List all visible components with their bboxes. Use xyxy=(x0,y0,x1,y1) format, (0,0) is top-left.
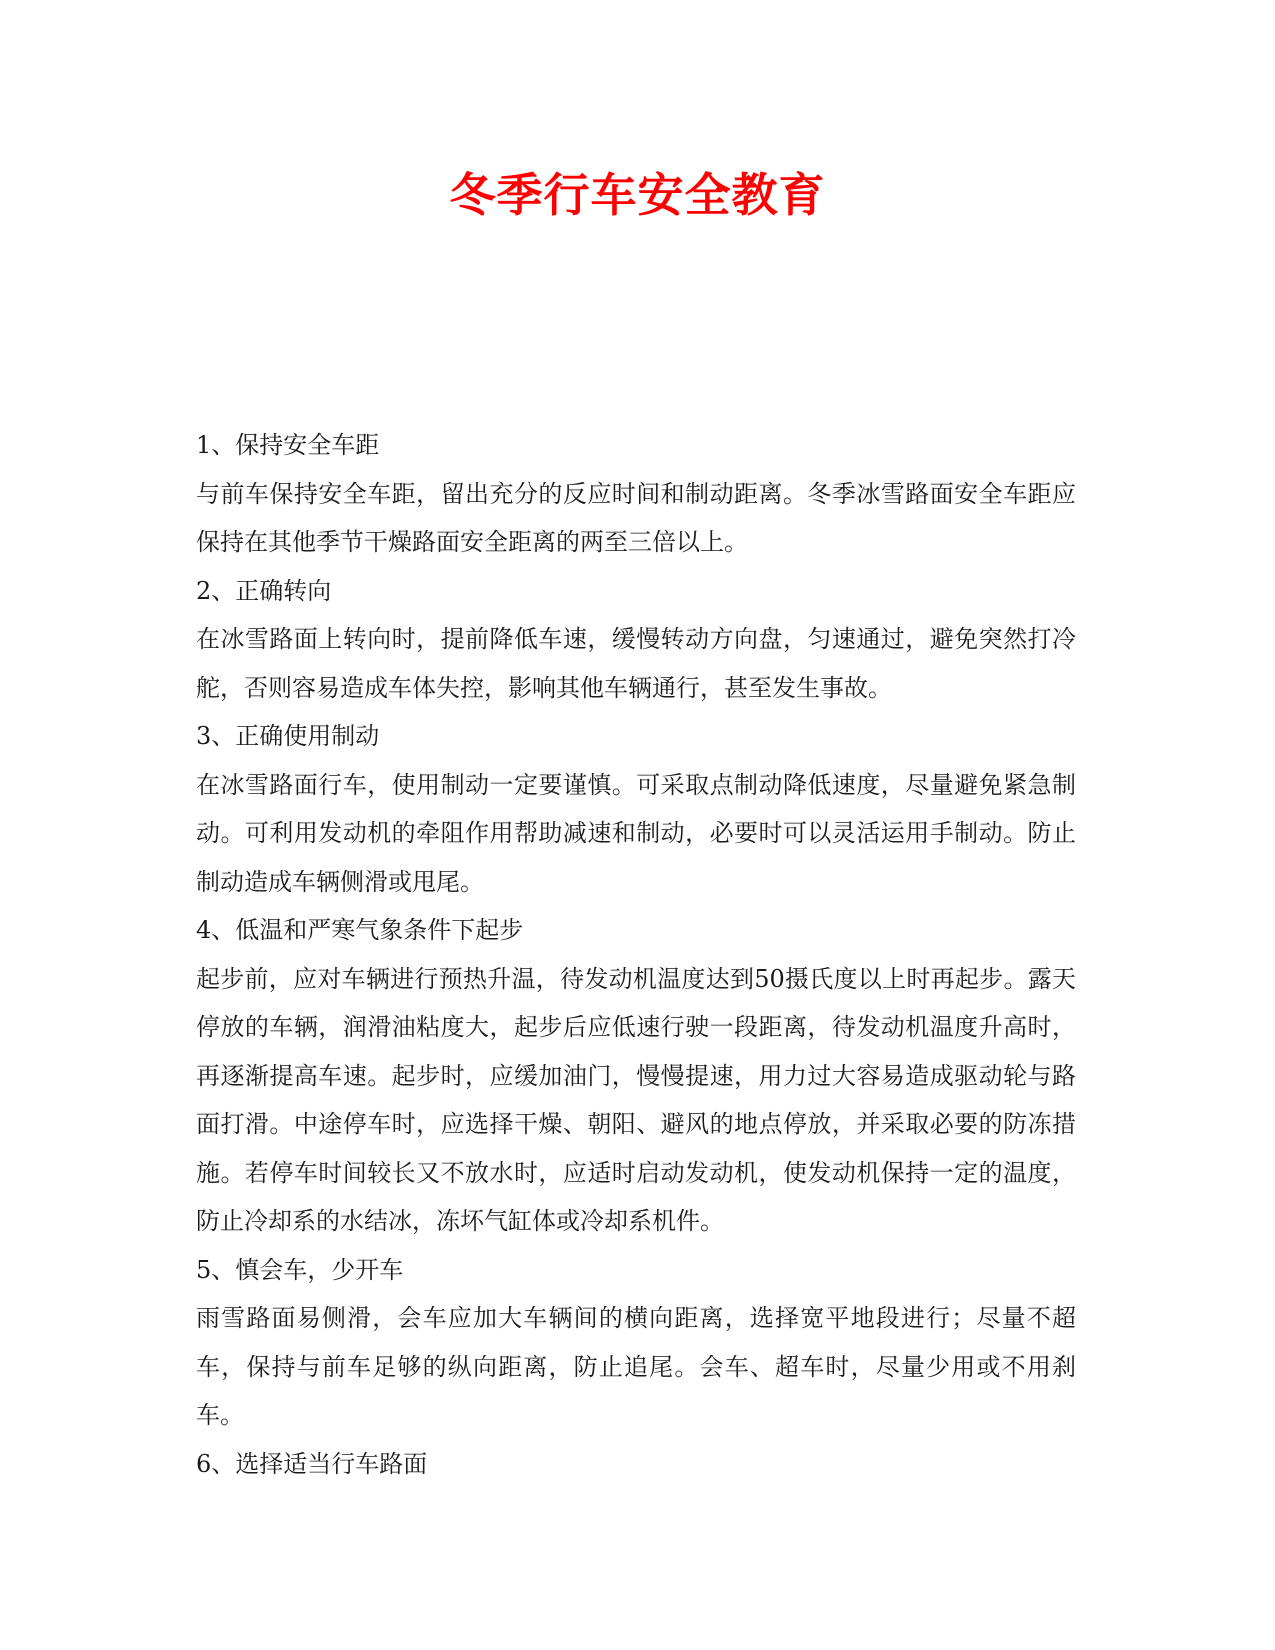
section-3-heading: 3、正确使用制动 xyxy=(196,722,380,750)
section-5-heading: 5、慎会车，少开车 xyxy=(196,1255,404,1284)
section-2-heading: 2、正确转向 xyxy=(196,576,332,605)
section-4-body: 起步前，应对车辆进行预热升温，待发动机温度达到50摄氏度以上时再起步。露天停放的车辆，润滑油粘度大，起步后应低速行驶一段距离，待发动机温度升高时，再逐渐提高车速。起步时，应缓加油门，慢慢提速，用力过大容易造成驱动轮与路面打滑。中途停车时，应选择干燥、朝阳、避风的地点停放，并采取必要的防冻措施。若停车时间较长又不放水时，应适时启动发动机，使发动机保持一定的温度，防止冷却系的水结冰，冻坏气缸体或冷却系机件。 xyxy=(196,964,1076,1235)
section-3-body: 在冰雪路面行车，使用制动一定要谨慎。可采取点制动降低速度，尽量避免紧急制动。可利用发动机的牵阻作用帮助减速和制动，必要时可以灵活运用手制动。防止制动造成车辆侧滑或甩尾。 xyxy=(196,770,1076,896)
document-title: 冬季行车安全教育 xyxy=(449,168,826,222)
section-2-body: 在冰雪路面上转向时，提前降低车速，缓慢转动方向盘，匀速通过，避免突然打冷舵，否则容易造成车体失控，影响其他车辆通行，甚至发生事故。 xyxy=(196,625,1076,702)
section-4-heading: 4、低温和严寒气象条件下起步 xyxy=(196,916,524,944)
section-5-body: 雨雪路面易侧滑，会车应加大车辆间的横向距离，选择宽平地段进行；尽量不超车，保持与前车足够的纵向距离，防止追尾。会车、超车时，尽量少用或不用刹车。 xyxy=(196,1304,1076,1429)
document-body xyxy=(196,421,1076,1488)
section-6-heading: 6、选择适当行车路面 xyxy=(196,1449,428,1478)
section-1-body: 与前车保持安全车距，留出充分的反应时间和制动距离。冬季冰雪路面安全车距应保持在其他季节干燥路面安全距离的两至三倍以上。 xyxy=(196,479,1076,556)
section-1-heading: 1、保持安全车距 xyxy=(196,431,380,459)
